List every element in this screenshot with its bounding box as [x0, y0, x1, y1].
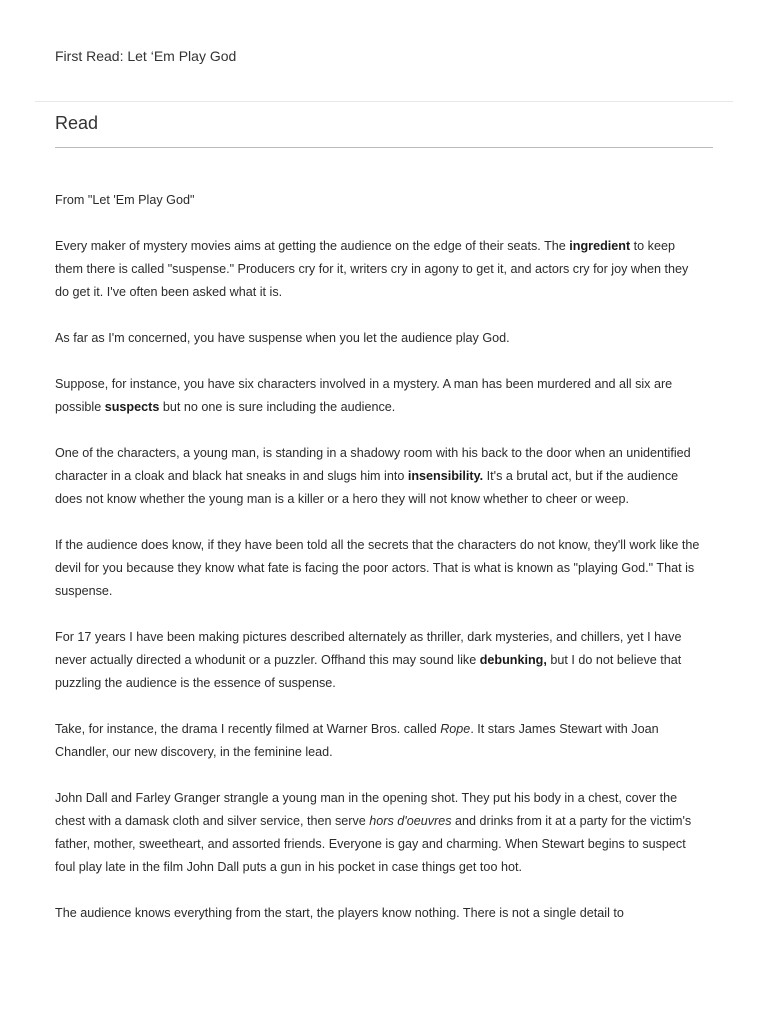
passage-body [55, 189, 700, 925]
paragraph-1: Every maker of mystery movies aims at getting the audience on the edge of their seats. The ingredient to keep them there is called "suspense." Producers cry for it, writers cry in agony to get it, and actors cry for joy when they do get it. I've often been asked what it is. [55, 239, 689, 299]
vocab-term-debunking: debunking, [479, 653, 547, 667]
paragraph-5: If the audience does know, if they have been told all the secrets that the characters do not know, they'll work like the devil for you because they know what fate is facing the poor actors. That is what is known as "playing God." That is suspense. [55, 538, 700, 598]
vocab-term-ingredient: ingredient [569, 239, 631, 253]
paragraph-6: For 17 years I have been making pictures described alternately as thriller, dark mysteries, and chillers, yet I have never actually directed a whodunit or a puzzler. Offhand this may sound like debunking, but I do not believe that puzzling the audience is the essence of suspense. [55, 630, 682, 690]
paragraph-4: One of the characters, a young man, is standing in a shadowy room with his back to the door when an unidentified character in a cloak and black hat sneaks in and slugs him into insensibility. It's a brutal act, but if the audience does not know whether the young man is a killer or a hero they will not know whether to cheer or weep. [55, 446, 691, 506]
top-divider [35, 101, 733, 102]
lesson-title: First Read: Let ‘Em Play God [55, 48, 237, 64]
vocab-term-suspects: suspects [104, 400, 160, 414]
film-title-rope: Rope [440, 722, 471, 736]
paragraph-8: John Dall and Farley Granger strangle a young man in the opening shot. They put his body in a chest, cover the chest with a damask cloth and silver service, then serve hors d'oeuvres and drinks from it at a party for the victim's father, mother, sweetheart, and assorted friends. Everyone is gay and charming. When Stewart begins to suspect foul play late in the film John Dall puts a gun in his pocket in case things get too hot. [55, 791, 692, 874]
paragraph-7: Take, for instance, the drama I recently filmed at Warner Bros. called Rope. It stars James Stewart with Joan Chandler, our new discovery, in the feminine lead. [55, 722, 659, 759]
paragraph-3: Suppose, for instance, you have six characters involved in a mystery. A man has been murdered and all six are possible suspects but no one is sure including the audience. [55, 377, 673, 414]
source-line: From "Let 'Em Play God" [55, 193, 195, 207]
paragraph-9: The audience knows everything from the start, the players know nothing. There is not a single detail to [55, 906, 624, 920]
heading-divider [55, 147, 713, 148]
italic-term-hors-doeuvres: hors d'oeuvres [369, 814, 452, 828]
paragraph-2: As far as I'm concerned, you have suspense when you let the audience play God. [55, 331, 510, 345]
section-heading: Read [55, 113, 99, 133]
vocab-term-insensibility: insensibility. [407, 469, 484, 483]
